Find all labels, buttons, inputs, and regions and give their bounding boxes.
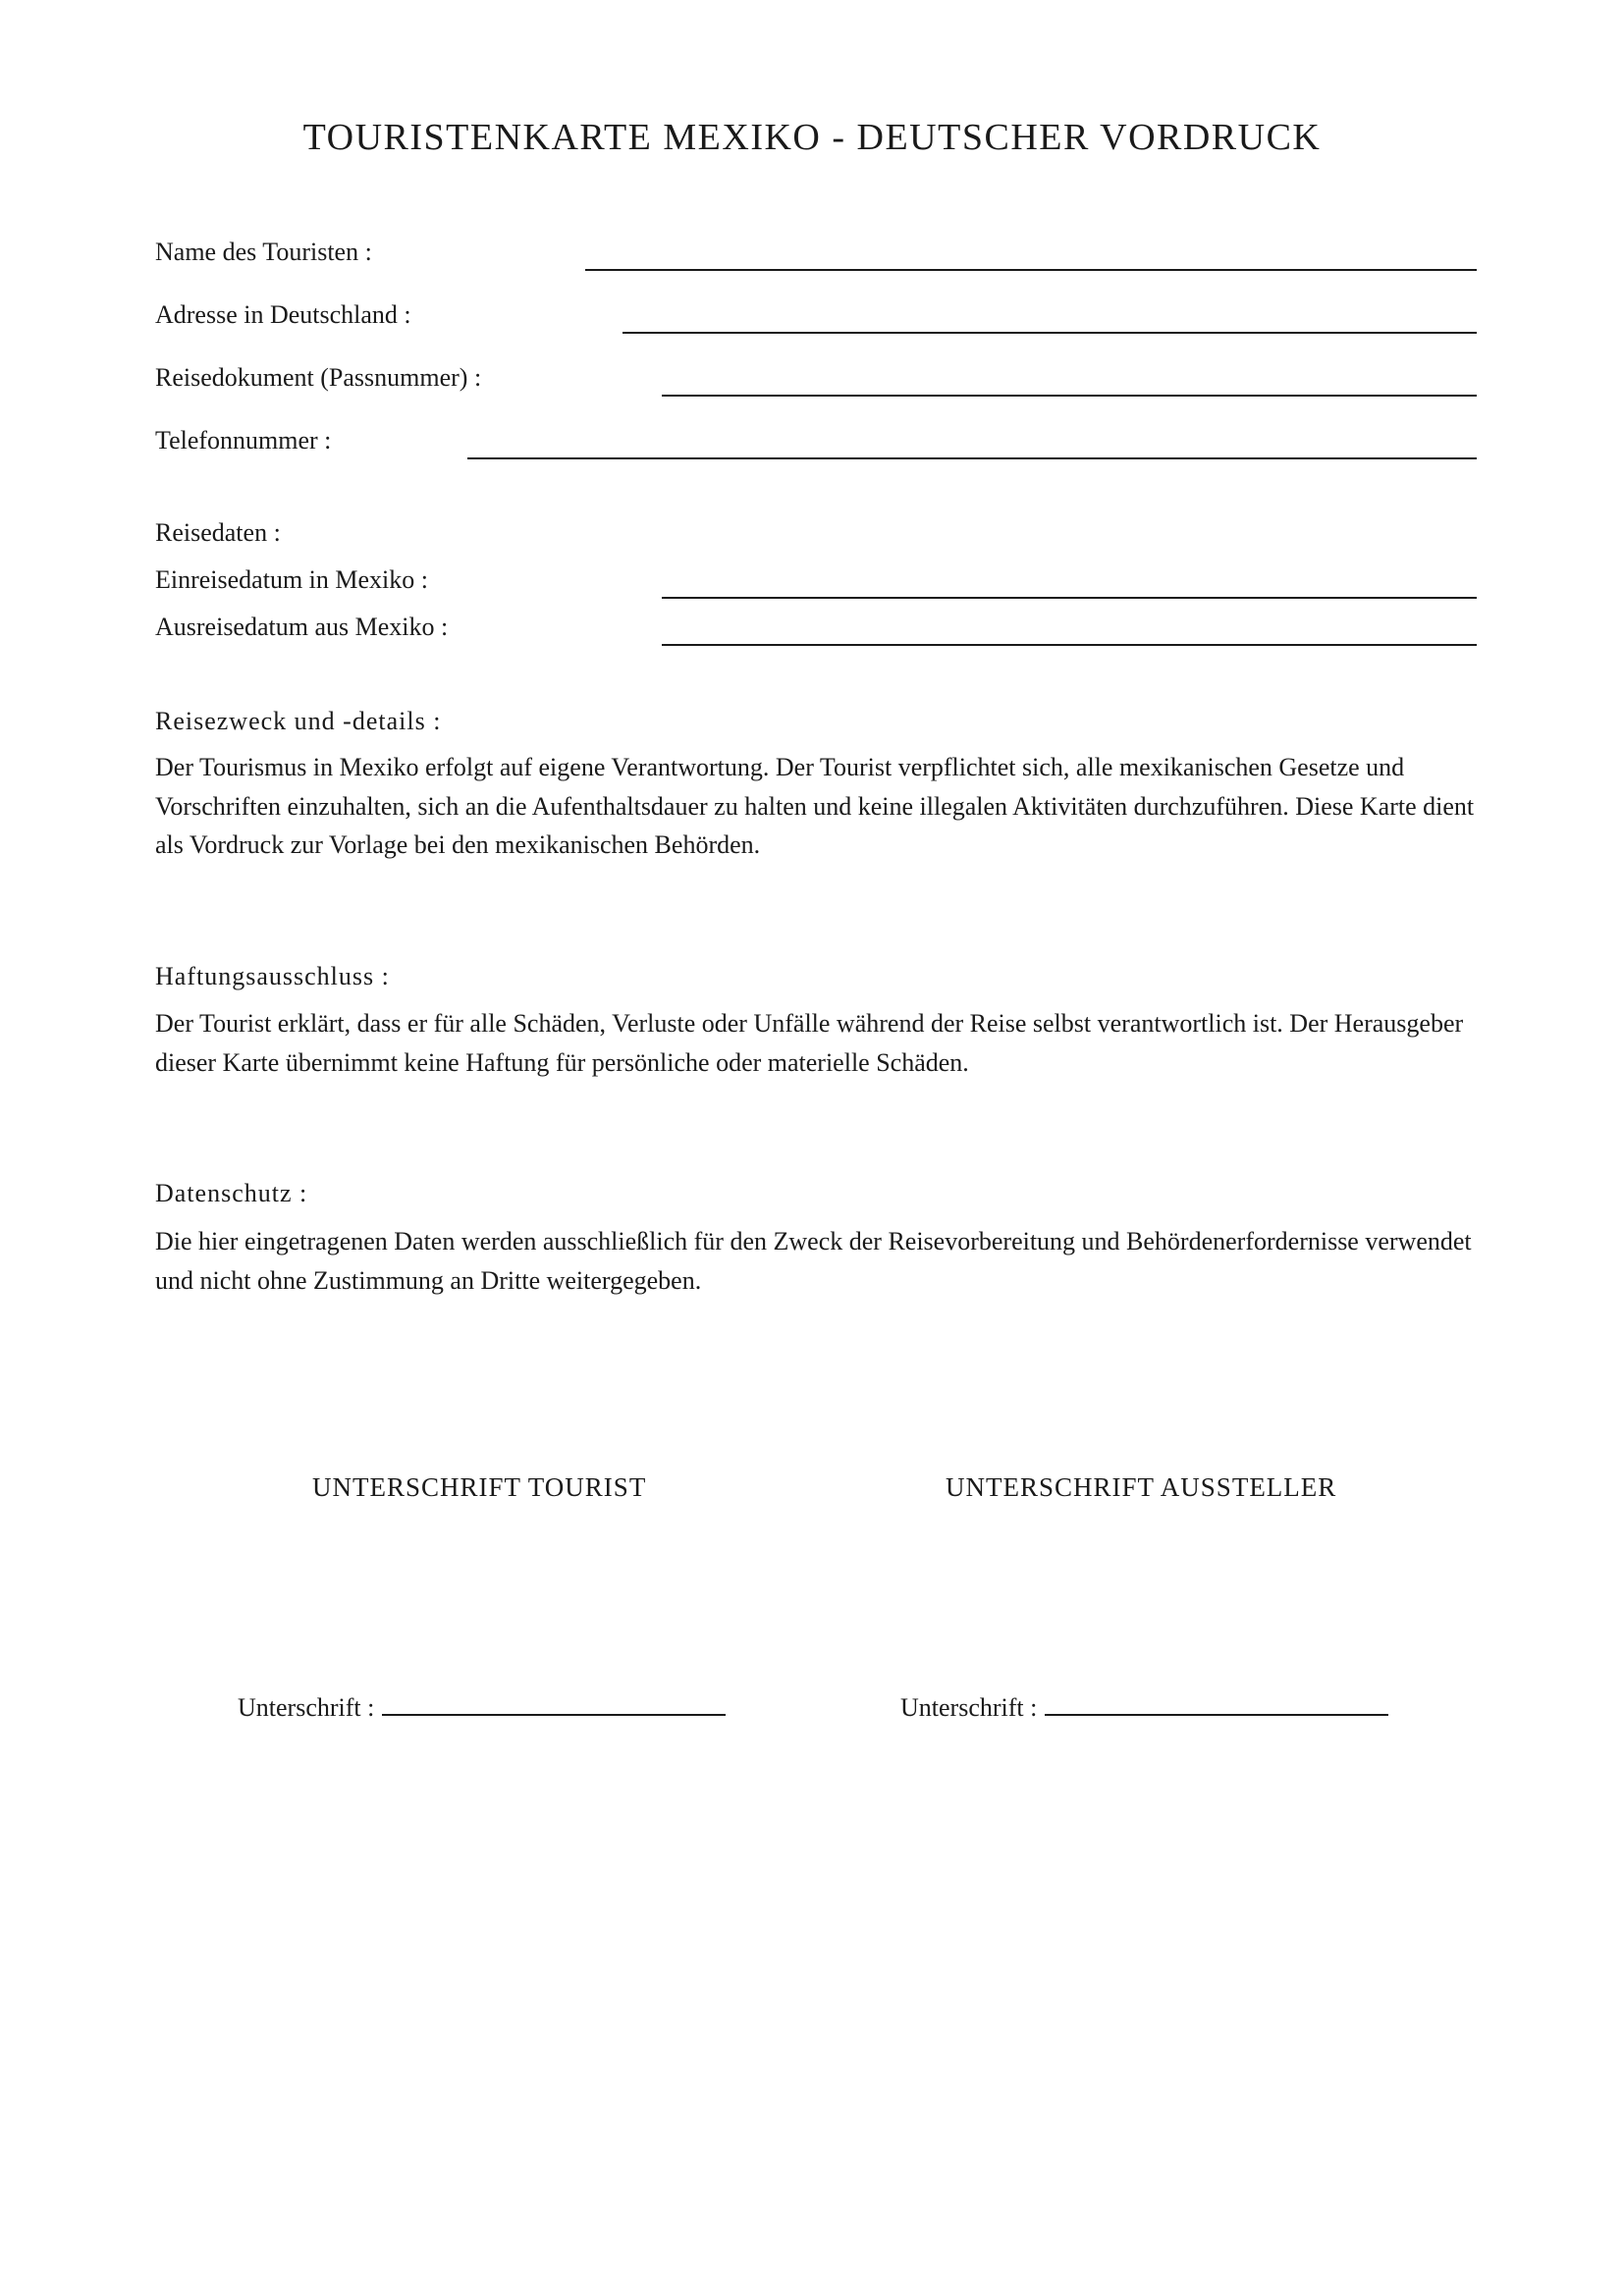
liability-heading: Haftungsausschluss :: [155, 962, 390, 990]
exit-date-line[interactable]: [662, 644, 1477, 646]
name-field-label: Name des Touristen :: [155, 238, 372, 266]
tourist-signature-line[interactable]: [382, 1692, 726, 1716]
phone-field-line[interactable]: [467, 457, 1477, 459]
issuer-signature-row: [900, 1692, 1388, 1723]
name-field-line[interactable]: [585, 269, 1477, 271]
exit-date-label: Ausreisedatum aus Mexiko :: [155, 613, 449, 641]
privacy-text: Die hier eingetragenen Daten werden ausschließlich für den Zweck der Reisevorbereitung und Behördenerfordernisse verwendet und nicht ohne Zustimmung an Dritte weitergegeben.: [155, 1227, 1472, 1295]
entry-date-label: Einreisedatum in Mexiko :: [155, 565, 429, 594]
tourist-signature-label: Unterschrift :: [238, 1693, 375, 1722]
address-field-label: Adresse in Deutschland :: [155, 300, 411, 329]
purpose-text: Der Tourismus in Mexiko erfolgt auf eigene Verantwortung. Der Tourist verpflichtet sich, alle mexikanischen Gesetze und Vorschriften einzuhalten, sich an die Aufenthaltsdauer zu halten und keine illegalen Aktivitäten durchzuführen. Diese Karte dient als Vordruck zur Vorlage bei den mexikanischen Behörden.: [155, 753, 1475, 859]
tourist-signature-row: [238, 1692, 726, 1723]
phone-field-label: Telefonnummer :: [155, 426, 332, 454]
passport-field-line[interactable]: [662, 395, 1477, 397]
tourist-signature-heading: UNTERSCHRIFT TOURIST: [312, 1472, 647, 1502]
document-title: TOURISTENKARTE MEXIKO - DEUTSCHER VORDRUCK: [302, 117, 1322, 158]
issuer-signature-label: Unterschrift :: [900, 1693, 1038, 1722]
privacy-heading: Datenschutz :: [155, 1179, 308, 1207]
entry-date-line[interactable]: [662, 597, 1477, 599]
issuer-signature-line[interactable]: [1045, 1692, 1388, 1716]
liability-text: Der Tourist erklärt, dass er für alle Schäden, Verluste oder Unfälle während der Reise selbst verantwortlich ist. Der Herausgeber dieser Karte übernimmt keine Haftung für persönliche oder materielle Schäden.: [155, 1009, 1464, 1077]
passport-field-label: Reisedokument (Passnummer) :: [155, 363, 482, 392]
travel-dates-heading: Reisedaten :: [155, 518, 281, 547]
address-field-line[interactable]: [623, 332, 1477, 334]
issuer-signature-heading: UNTERSCHRIFT AUSSTELLER: [946, 1472, 1337, 1502]
purpose-heading: Reisezweck und -details :: [155, 707, 442, 735]
